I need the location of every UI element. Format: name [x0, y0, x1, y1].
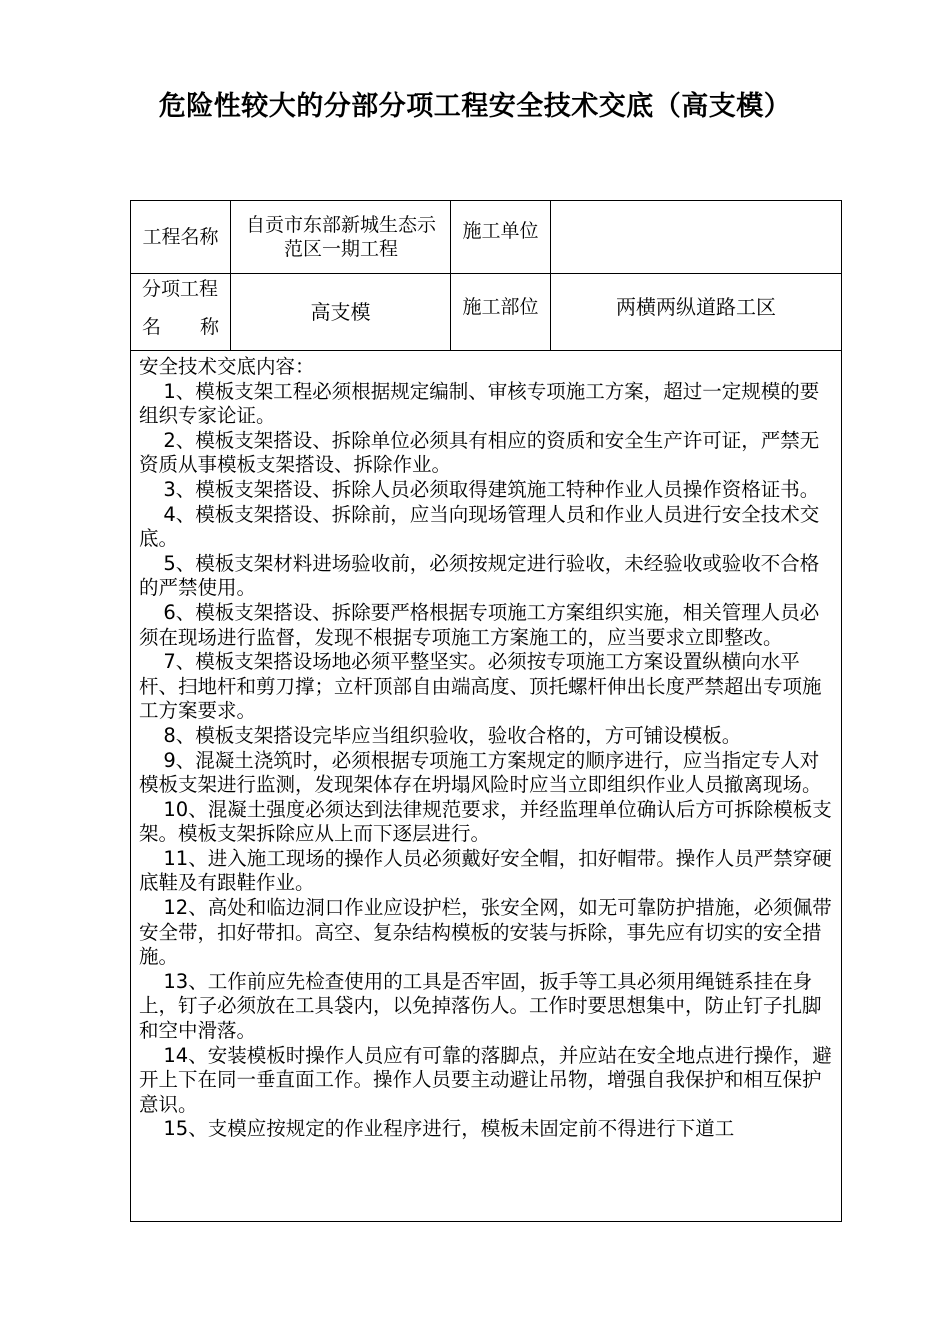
contractor-label: 施工单位	[462, 220, 539, 242]
subproject-value: 高支模	[310, 300, 371, 324]
content-item-5: 5、模板支架材料进场验收前，必须按规定进行验收，未经验收或验收不合格的严禁使用。	[139, 551, 820, 600]
location-value: 两横两纵道路工区	[616, 295, 776, 319]
subproject-label-line1: 分项工程	[142, 278, 219, 300]
content-item-6: 6、模板支架搭设、拆除要严格根据专项施工方案组织实施，相关管理人员必须在现场进行监督，发现不根据专项施工方案施工的，应当要求立即整改。	[139, 600, 820, 649]
subproject-label-char1: 名	[142, 316, 162, 338]
content-item-1: 1、模板支架工程必须根据规定编制、审核专项施工方案，超过一定规模的要组织专家论证。	[139, 379, 820, 428]
subproject-label-char2: 称	[200, 316, 220, 338]
document-title: 危险性较大的分部分项工程安全技术交底（高支模）	[158, 91, 792, 122]
content-item-7: 7、模板支架搭设场地必须平整坚实。必须按专项施工方案设置纵横向水平杆、扫地杆和剪刀撑；立杆顶部自由端高度、顶托螺杆伸出长度严禁超出专项施工方案要求。	[139, 650, 822, 723]
contractor-value	[551, 201, 841, 273]
content-item-8: 8、模板支架搭设完毕应当组织验收，验收合格的，方可铺设模板。	[163, 723, 742, 747]
location-label: 施工部位	[462, 296, 539, 318]
row-divider-2	[130, 350, 842, 351]
content-item-10: 10、混凝土强度必须达到法律规范要求，并经监理单位确认后方可拆除模板支架。模板支架拆除应从上而下逐层进行。	[139, 797, 832, 846]
content-item-11: 11、进入施工现场的操作人员必须戴好安全帽，扣好帽带。操作人员严禁穿硬底鞋及有跟鞋作业。	[139, 846, 832, 895]
project-name-label: 工程名称	[142, 226, 219, 248]
content-item-3: 3、模板支架搭设、拆除人员必须取得建筑施工特种作业人员操作资格证书。	[163, 477, 820, 501]
content-item-4: 4、模板支架搭设、拆除前，应当向现场管理人员和作业人员进行安全技术交底。	[139, 502, 820, 551]
content-item-12: 12、高处和临边洞口作业应设护栏，张安全网，如无可靠防护措施，必须佩带安全带，扣好带扣。高空、复杂结构模板的安装与拆除，事先应有切实的安全措施。	[139, 896, 832, 969]
content-item-9: 9、混凝土浇筑时，必须根据专项施工方案规定的顺序进行，应当指定专人对模板支架进行监测，发现架体存在坍塌风险时应当立即组织作业人员撤离现场。	[139, 748, 822, 797]
content-item-15: 15、支模应按规定的作业程序进行，模板未固定前不得进行下道工	[163, 1117, 735, 1141]
content-item-14: 14、安装模板时操作人员应有可靠的落脚点，并应站在安全地点进行操作，避开上下在同一垂直面工作。操作人员要主动避让吊物，增强自我保护和相互保护意识。	[139, 1043, 832, 1116]
disclosure-content	[139, 355, 837, 1142]
project-name-value: 自贡市东部新城生态示范区一期工程	[245, 214, 436, 260]
content-item-2: 2、模板支架搭设、拆除单位必须具有相应的资质和安全生产许可证，严禁无资质从事模板支架搭设、拆除作业。	[139, 428, 820, 477]
content-item-13: 13、工作前应先检查使用的工具是否牢固，扳手等工具必须用绳链系挂在身上，钉子必须放在工具袋内，以免掉落伤人。工作时要思想集中，防止钉子扎脚和空中滑落。	[139, 969, 822, 1043]
content-heading: 安全技术交底内容：	[139, 355, 315, 378]
